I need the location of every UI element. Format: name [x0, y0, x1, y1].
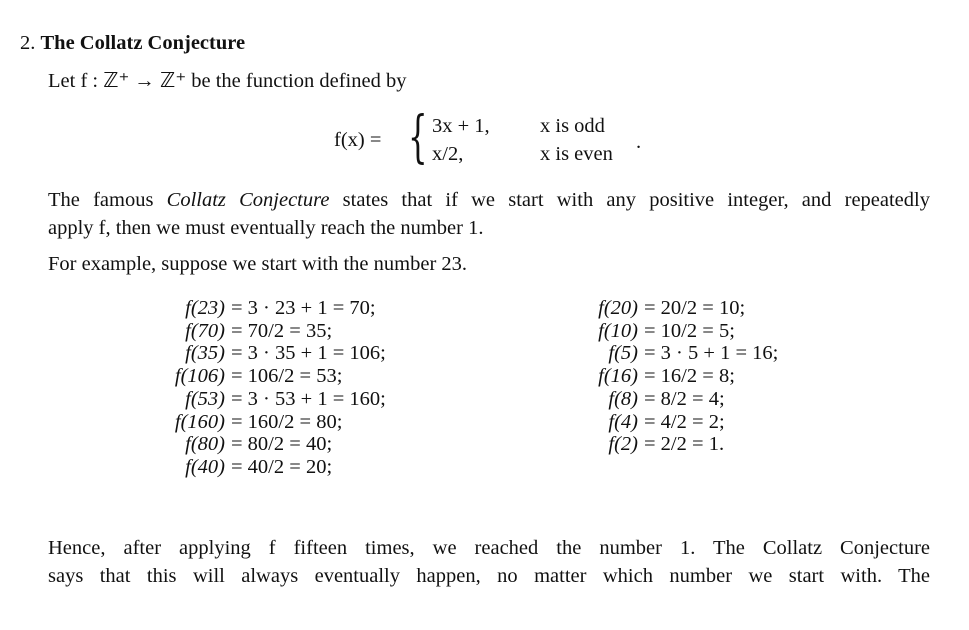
paragraph-line: apply f, then we must eventually reach the number 1. — [48, 217, 484, 239]
equation-rhs: = 3 · 5 + 1 = 16; — [644, 342, 779, 365]
equation-lhs: f(53) — [185, 387, 225, 410]
paragraph-line: For example, suppose we start with the number 23. — [48, 253, 468, 275]
equation-row — [160, 433, 386, 456]
equation-row — [588, 365, 778, 388]
paragraph-line: Hence, after applying f fifteen times, we reached the number 1. The Collatz Conjecture — [48, 537, 930, 559]
equation-row — [160, 456, 386, 479]
equation-rhs: = 106/2 = 53; — [231, 365, 343, 388]
equation-row — [160, 342, 386, 365]
equation-rhs: = 3 · 53 + 1 = 160; — [231, 387, 386, 410]
equation-row — [588, 433, 778, 456]
equation-row — [160, 297, 386, 320]
equation-row — [160, 320, 386, 343]
equation-lhs: f(160) — [174, 410, 225, 433]
equation-lhs: f(20) — [598, 297, 638, 319]
equation-rhs: = 3 · 23 + 1 = 70; — [231, 297, 376, 319]
case-cond: x is odd — [540, 115, 605, 137]
section-heading: 2. The Collatz Conjecture — [20, 32, 246, 54]
equation-lhs: f(8) — [608, 387, 638, 410]
paragraph-line: says that this will always eventually happen, no matter which number we start with. The — [48, 565, 930, 587]
equation-lhs: f(106) — [174, 365, 225, 388]
brace-symbol: { — [408, 105, 428, 170]
equation-row — [588, 342, 778, 365]
left-steps — [160, 297, 386, 479]
equation-rhs: = 40/2 = 20; — [231, 455, 333, 478]
equation-lhs: f(2) — [608, 433, 638, 456]
equation-row — [160, 411, 386, 434]
equation-rhs: = 3 · 35 + 1 = 106; — [231, 342, 386, 365]
equation-rhs: = 16/2 = 8; — [644, 365, 735, 388]
equation-row — [588, 297, 778, 320]
equation-row — [588, 411, 778, 434]
equation-rhs: = 2/2 = 1. — [644, 433, 725, 456]
equation-row — [160, 388, 386, 411]
equation-rhs: = 8/2 = 4; — [644, 387, 725, 410]
definition-lhs: f(x) = — [334, 129, 382, 151]
equation-lhs: f(70) — [185, 319, 225, 342]
case-expr: 3x + 1, — [432, 115, 490, 137]
equation-lhs: f(40) — [185, 455, 225, 478]
equation-lhs: f(5) — [608, 342, 638, 365]
paragraph-line: The famous Collatz Conjecture states that if we start with any positive integer, and repeatedly — [48, 189, 930, 211]
definition-period: . — [636, 131, 642, 153]
equation-rhs: = 10/2 = 5; — [644, 319, 735, 342]
case-expr: x/2, — [432, 143, 464, 165]
equation-rhs: = 70/2 = 35; — [231, 319, 333, 342]
equation-rhs: = 4/2 = 2; — [644, 410, 725, 433]
equation-lhs: f(4) — [608, 410, 638, 433]
intro-text: Let f : ℤ⁺ → ℤ⁺ be the function defined by — [48, 70, 407, 92]
equation-row — [588, 388, 778, 411]
equation-lhs: f(23) — [185, 297, 225, 319]
equation-rhs: = 160/2 = 80; — [231, 410, 343, 433]
equation-rhs: = 80/2 = 40; — [231, 433, 333, 456]
right-steps — [588, 297, 778, 456]
equation-row — [588, 320, 778, 343]
equation-lhs: f(10) — [598, 319, 638, 342]
equation-lhs: f(35) — [185, 342, 225, 365]
equation-lhs: f(16) — [598, 365, 638, 388]
equation-rhs: = 20/2 = 10; — [644, 297, 746, 319]
equation-lhs: f(80) — [185, 433, 225, 456]
case-cond: x is even — [540, 143, 613, 165]
equation-row — [160, 365, 386, 388]
